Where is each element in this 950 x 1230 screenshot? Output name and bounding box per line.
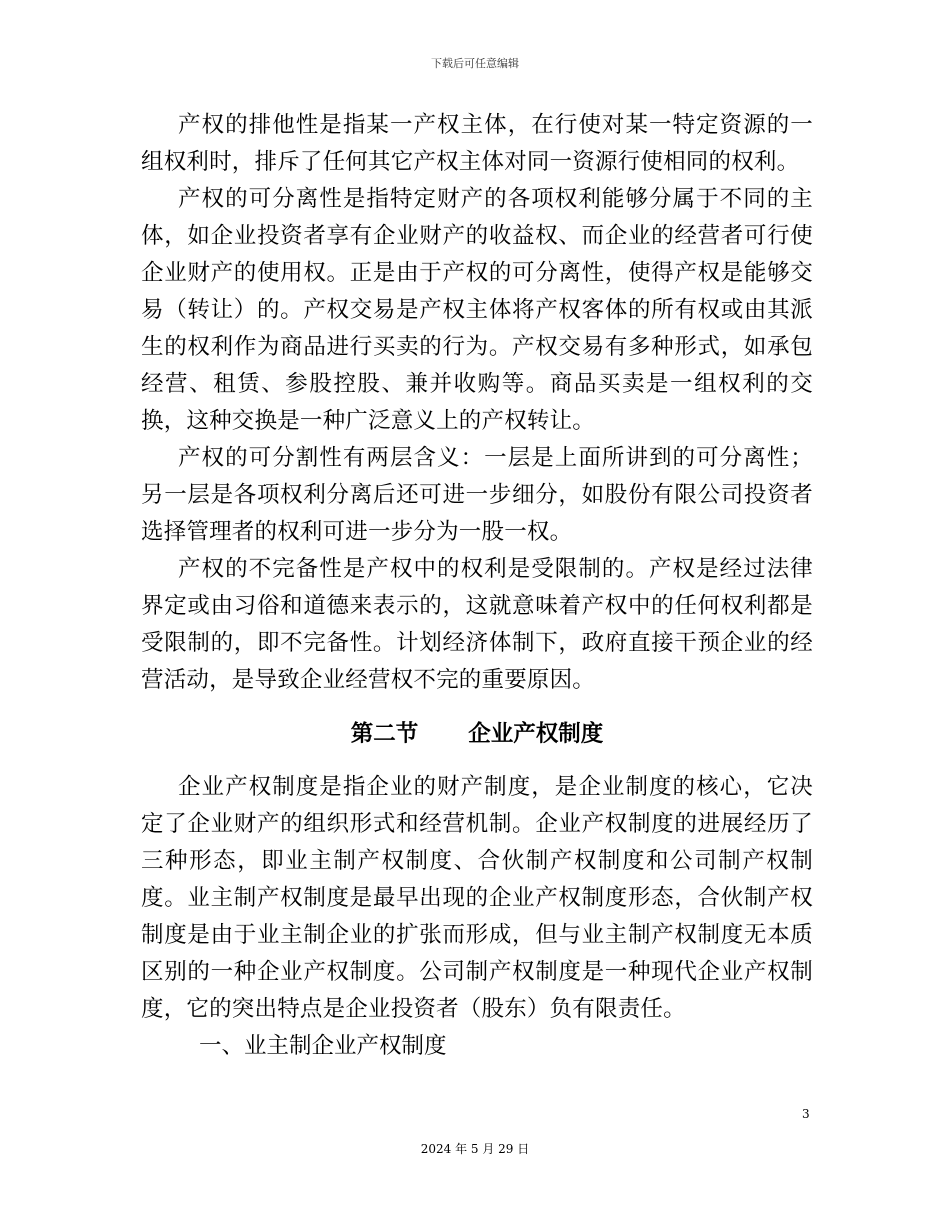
paragraph-incompleteness: 产权的不完备性是产权中的权利是受限制的。产权是经过法律界定或由习俗和道德来表示的，这就意味着产权中的任何权利都是受限制的，即不完备性。计划经济体制下，政府直接干预企业的经营活动，是导致企业经营权不完的重要原因。 (141, 556, 813, 693)
footer-date: 2024 年 5 月 29 日 (420, 1142, 530, 1156)
page-number: 3 (802, 1107, 810, 1121)
paragraph-enterprise-property-system: 企业产权制度是指企业的财产制度，是企业制度的核心，它决定了企业财产的组织形式和经营机制。企业产权制度的进展经历了三种形态，即业主制产权制度、合伙制产权制度和公司制产权制度。业主制产权制度是最早出现的企业产权制度形态，合伙制产权制度是由于业主制企业的扩张而形成，但与业主制产权制度无本质区别的一种企业产权制度。公司制产权制度是一种现代企业产权制度，它的突出特点是企业投资者（股东）负有限责任。 (141, 774, 813, 1022)
section-title: 企业产权制度 (468, 721, 604, 747)
paragraph-divisibility: 产权的可分割性有两层含义：一层是上面所讲到的可分离性；另一层是各项权利分离后还可进一步细分，如股份有限公司投资者选择管理者的权利可进一步分为一股一权。 (141, 445, 813, 545)
document-body (141, 107, 813, 1065)
subheading: 一、业主制企业产权制度 (199, 1033, 447, 1059)
section-number: 第二节 (350, 721, 419, 747)
section-heading (141, 716, 813, 753)
header-note: 下载后可任意编辑 (431, 57, 519, 70)
paragraph-exclusivity: 产权的排他性是指某一产权主体，在行使对某一特定资源的一组权利时，排斥了任何其它产权主体对同一资源行使相同的权利。 (141, 112, 813, 175)
paragraph-separability: 产权的可分离性是指特定财产的各项权利能够分属于不同的主体，如企业投资者享有企业财产的收益权、而企业的经营者可行使企业财产的使用权。正是由于产权的可分离性，使得产权是能够交易（转让）的。产权交易是产权主体将产权客体的所有权或由其派生的权利作为商品进行买卖的行为。产权交易有多种形式，如承包经营、租赁、参股控股、兼并收购等。商品买卖是一组权利的交换，这种交换是一种广泛意义上的产权转让。 (141, 186, 813, 434)
